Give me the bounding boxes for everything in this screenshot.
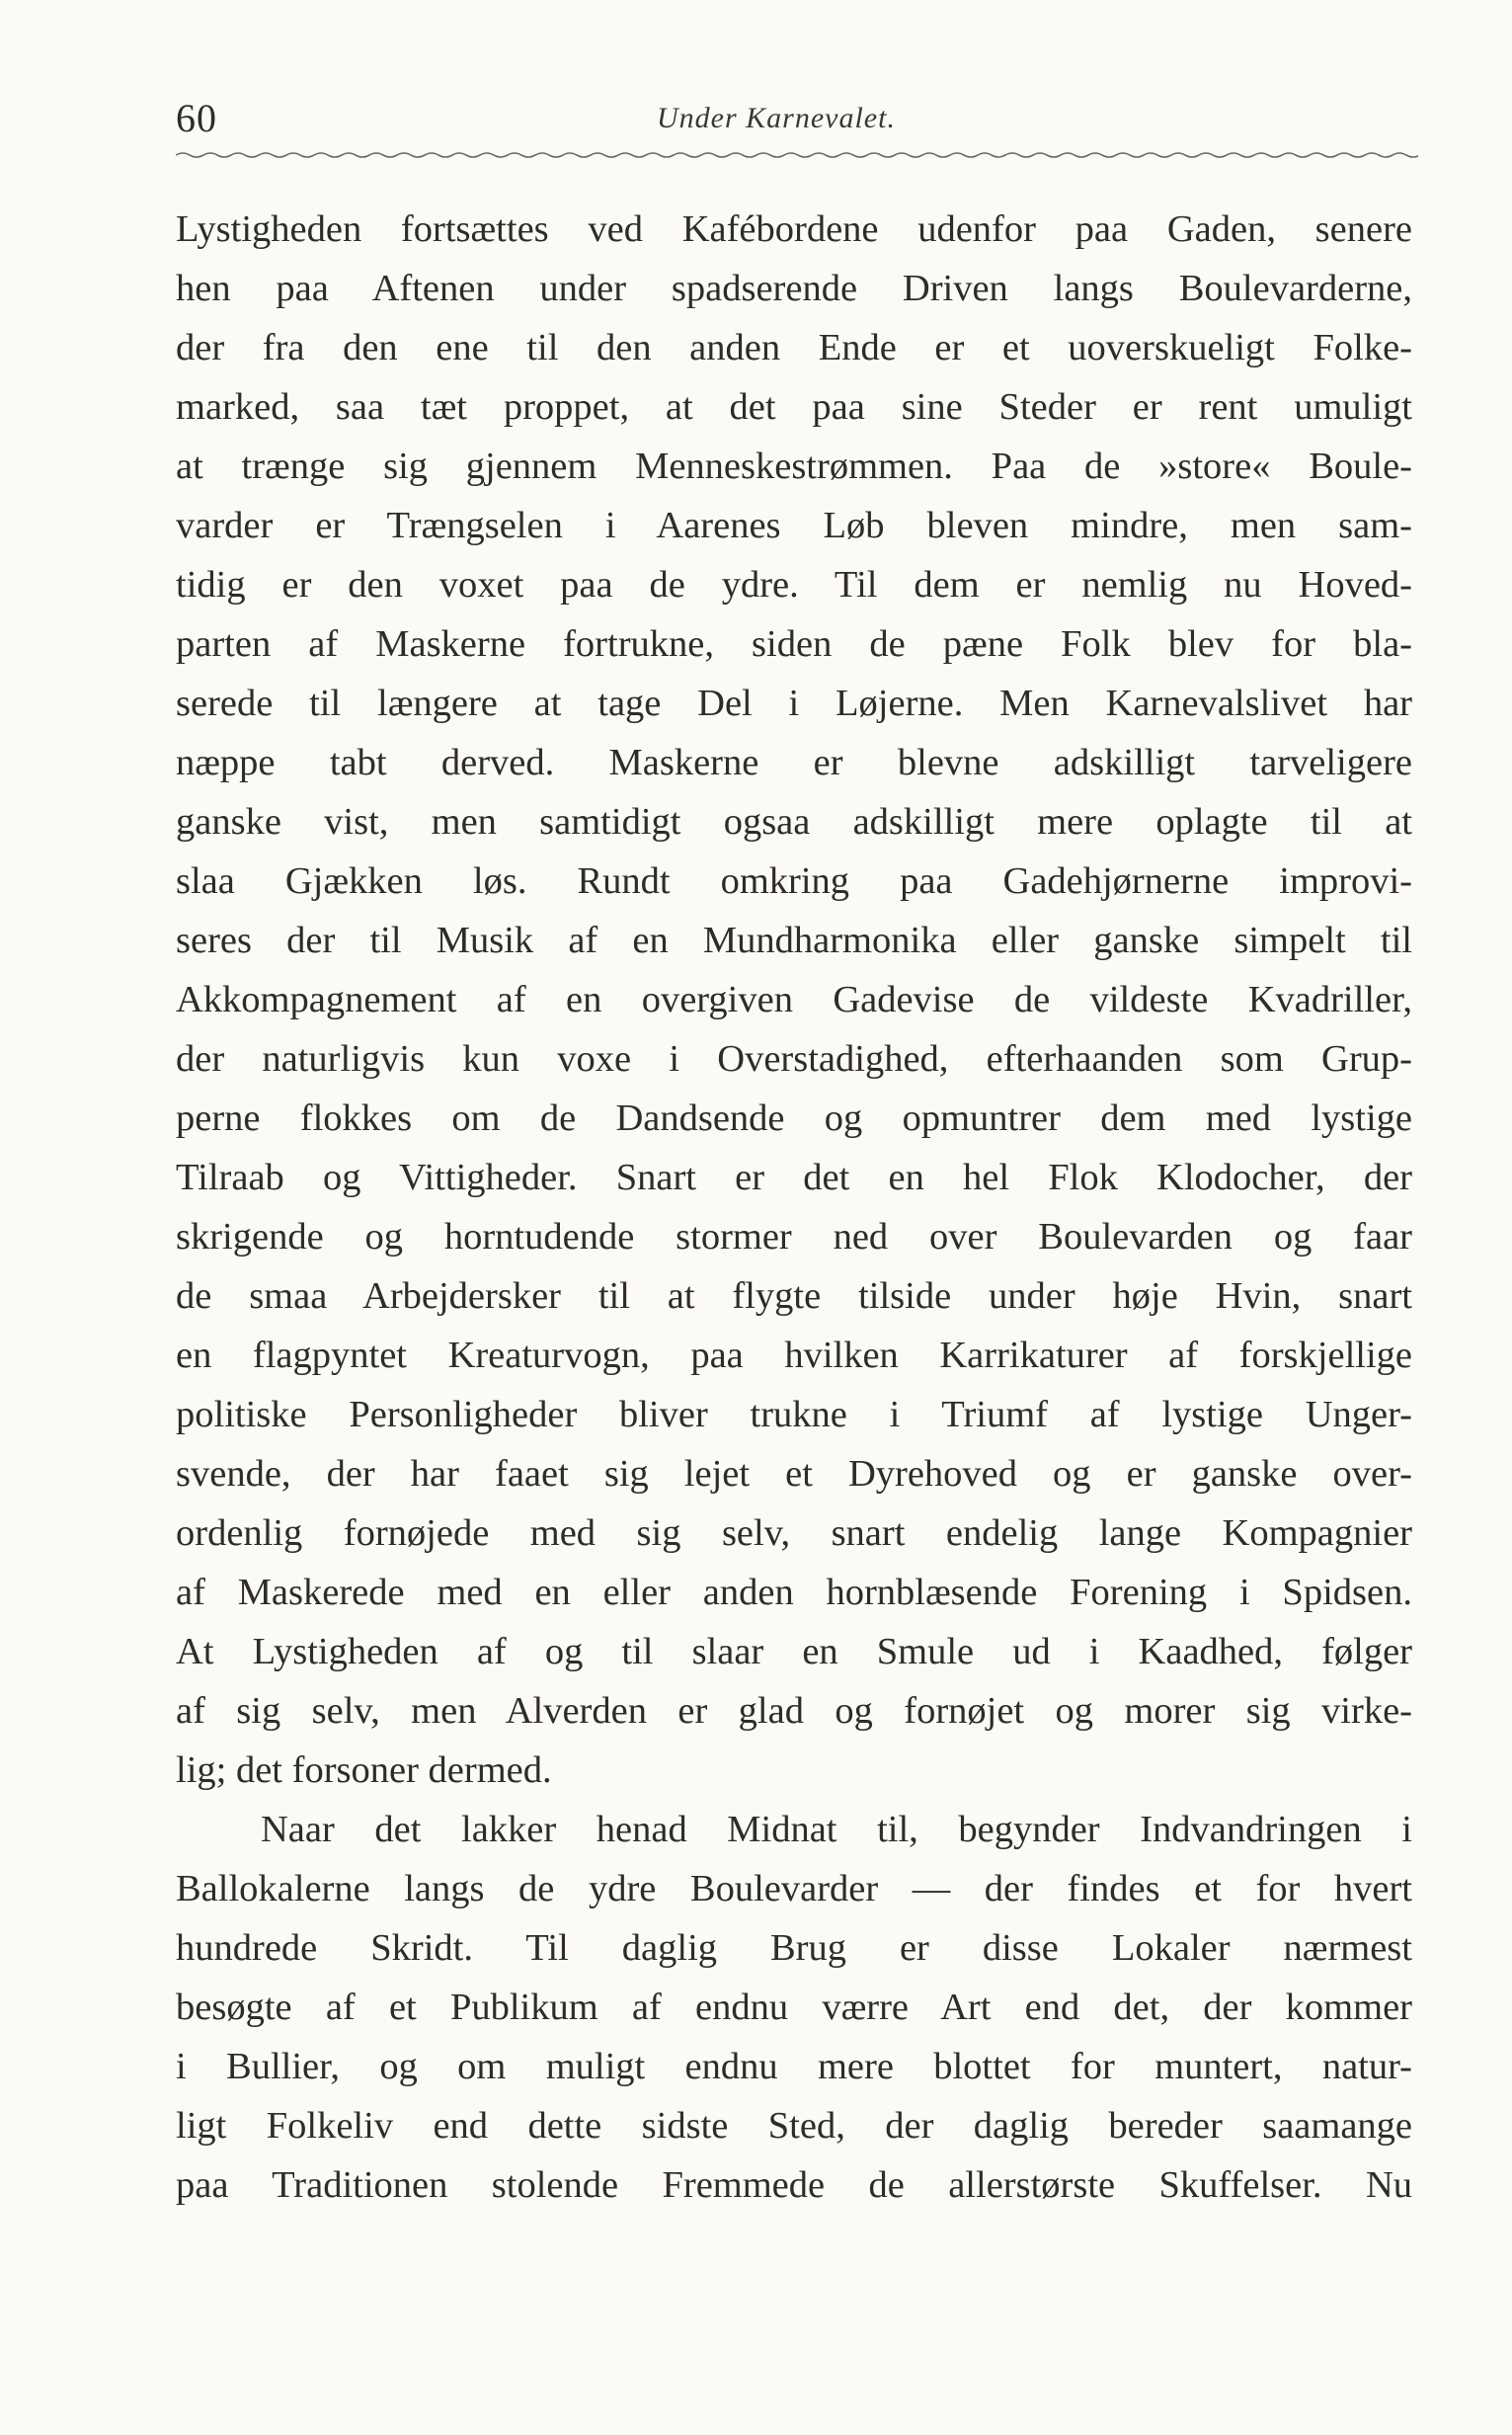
text-line: besøgte af et Publikum af endnu værre Art end det, der kommer [176, 1987, 1412, 2028]
text-line: Tilraab og Vittigheder. Snart er det en hel Flok Klodocher, der [176, 1157, 1412, 1198]
text-line: i Bullier, og om muligt endnu mere blottet for muntert, natur- [176, 2046, 1412, 2087]
text-line: at trænge sig gjennem Menneskestrømmen. Paa de »store« Boule- [176, 446, 1412, 487]
text-line: ligt Folkeliv end dette sidste Sted, der daglig bereder saamange [176, 2105, 1412, 2147]
text-line: Naar det lakker henad Midnat til, begynder Indvandringen i [261, 1809, 1412, 1850]
page-number: 60 [176, 96, 217, 140]
text-line: Akkompagnement af en overgiven Gadevise de vildeste Kvadriller, [176, 979, 1412, 1020]
text-line: serede til længere at tage Del i Løjerne. Men Karnevalslivet har [176, 683, 1412, 724]
text-line: hundrede Skridt. Til daglig Brug er disse Lokaler nærmest [176, 1927, 1412, 1969]
text-line: ordenlig fornøjede med sig selv, snart endelig lange Kompagnier [176, 1512, 1412, 1554]
text-line: varder er Trængselen i Aarenes Løb bleven mindre, men sam- [176, 505, 1412, 546]
text-line: hen paa Aftenen under spadserende Driven langs Boulevarderne, [176, 268, 1412, 309]
text-line: tidig er den voxet paa de ydre. Til dem er nemlig nu Hoved- [176, 564, 1412, 606]
text-line: næppe tabt derved. Maskerne er blevne adskilligt tarveligere [176, 742, 1412, 783]
running-title: Under Karnevalet. [657, 102, 896, 134]
text-line: de smaa Arbejdersker til at flygte tilside under høje Hvin, snart [176, 1275, 1412, 1317]
text-line: marked, saa tæt proppet, at det paa sine Steder er rent umuligt [176, 386, 1412, 428]
body-text [176, 200, 1412, 2215]
text-line: seres der til Musik af en Mundharmonika eller ganske simpelt til [176, 920, 1412, 961]
text-line: slaa Gjækken løs. Rundt omkring paa Gadehjørnerne improvi- [176, 860, 1412, 902]
paragraph [176, 200, 1412, 1800]
text-line: perne flokkes om de Dandsende og opmuntrer dem med lystige [176, 1097, 1412, 1139]
text-line: svende, der har faaet sig lejet et Dyrehoved og er ganske over- [176, 1453, 1412, 1495]
text-line: politiske Personligheder bliver trukne i Triumf af lystige Unger- [176, 1394, 1412, 1435]
text-line: der fra den ene til den anden Ende er et uoverskueligt Folke- [176, 327, 1412, 368]
text-line: parten af Maskerne fortrukne, siden de pæne Folk blev for bla- [176, 623, 1412, 665]
text-line: skrigende og horntudende stormer ned over Boulevarden og faar [176, 1216, 1412, 1258]
text-line: paa Traditionen stolende Fremmede de allerstørste Skuffelser. Nu [176, 2164, 1412, 2206]
text-line: At Lystigheden af og til slaar en Smule ud i Kaadhed, følger [176, 1631, 1412, 1672]
text-line: Lystigheden fortsættes ved Kafébordene udenfor paa Gaden, senere [176, 208, 1412, 250]
text-line: ganske vist, men samtidigt ogsaa adskilligt mere oplagte til at [176, 801, 1412, 843]
text-line: af Maskerede med en eller anden hornblæsende Forening i Spidsen. [176, 1572, 1412, 1613]
text-line: lig; det forsoner dermed. [176, 1749, 552, 1791]
page-header [176, 95, 1418, 154]
text-line: der naturligvis kun voxe i Overstadighed, efterhaanden som Grup- [176, 1038, 1412, 1080]
ornamental-wavy-rule [176, 146, 1418, 164]
text-line: en flagpyntet Kreaturvogn, paa hvilken Karrikaturer af forskjellige [176, 1335, 1412, 1376]
text-line: af sig selv, men Alverden er glad og fornøjet og morer sig virke- [176, 1690, 1412, 1732]
text-line: Ballokalerne langs de ydre Boulevarder — der findes et for hvert [176, 1868, 1412, 1909]
paragraph [176, 1800, 1412, 2215]
